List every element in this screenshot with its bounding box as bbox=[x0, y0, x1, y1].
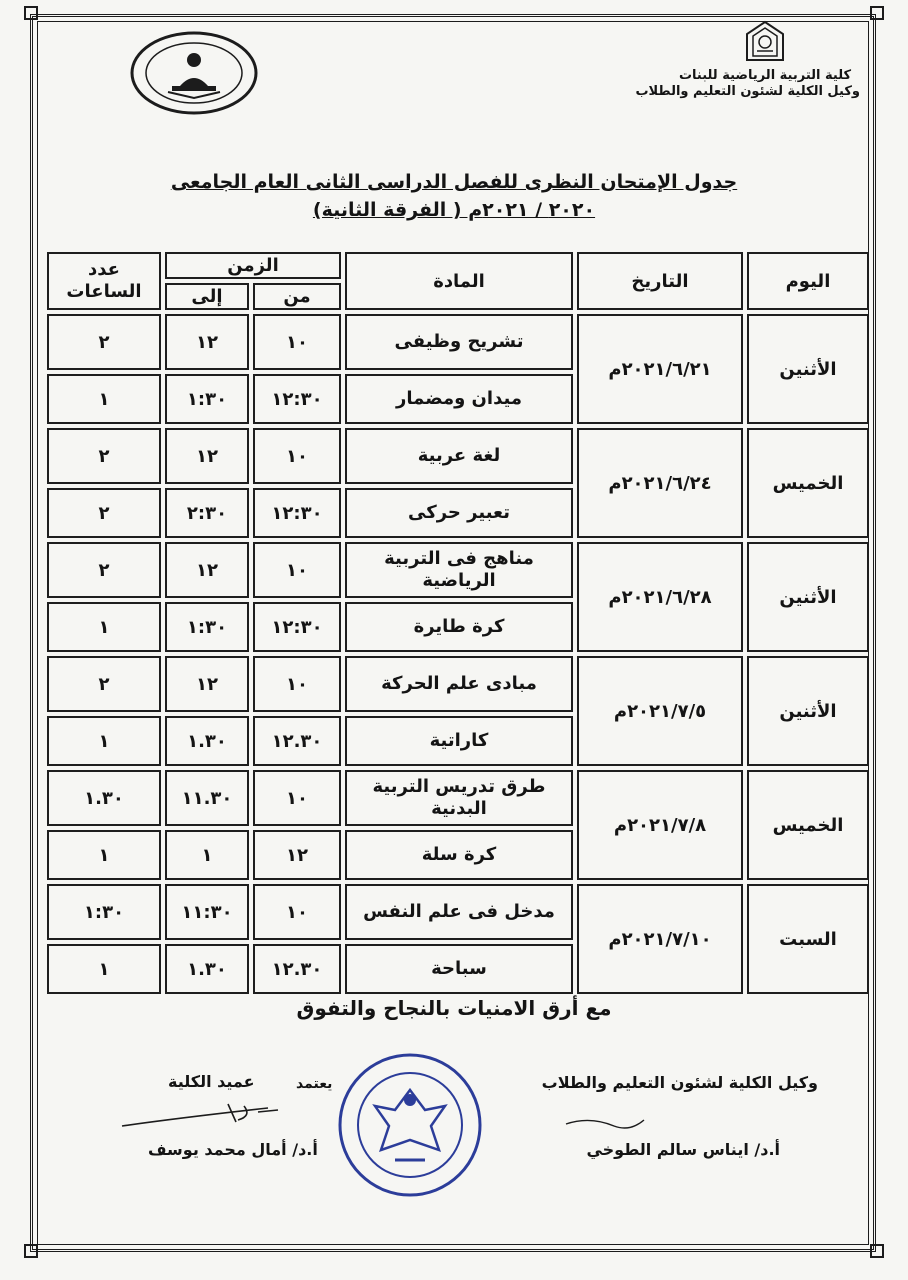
cell-from: ١٠ bbox=[253, 542, 341, 598]
cell-day: الخميس bbox=[747, 428, 869, 538]
schedule-body bbox=[47, 314, 869, 994]
cell-to: ١٢ bbox=[165, 428, 249, 484]
cell-hours: ٢ bbox=[47, 428, 161, 484]
cell-day: الخميس bbox=[747, 770, 869, 880]
cell-from: ١٠ bbox=[253, 770, 341, 826]
table-row bbox=[47, 374, 869, 424]
cell-date: ٢٠٢١/٦/٢٤م bbox=[577, 428, 743, 538]
cell-from: ١٢ bbox=[253, 830, 341, 880]
dean-name: أ.د/ أمال محمد يوسف bbox=[148, 1140, 318, 1159]
cell-hours: ٢ bbox=[47, 488, 161, 538]
cell-subject: لغة عربية bbox=[345, 428, 573, 484]
cell-to: ١.٣٠ bbox=[165, 716, 249, 766]
cell-from: ١٢:٣٠ bbox=[253, 374, 341, 424]
cell-to: ١٢ bbox=[165, 542, 249, 598]
cell-date: ٢٠٢١/٧/٨م bbox=[577, 770, 743, 880]
vice-dean-title: وكيل الكلية لشئون التعليم والطلاب bbox=[541, 1073, 818, 1092]
header-date: التاريخ bbox=[577, 252, 743, 310]
cell-date: ٢٠٢١/٧/٥م bbox=[577, 656, 743, 766]
table-row bbox=[47, 944, 869, 994]
cell-date: ٢٠٢١/٦/٢٨م bbox=[577, 542, 743, 652]
cell-day: الأثنين bbox=[747, 656, 869, 766]
cell-subject: تعبير حركى bbox=[345, 488, 573, 538]
vice-dean-name: أ.د/ ايناس سالم الطوخي bbox=[586, 1140, 780, 1159]
cell-subject: ميدان ومضمار bbox=[345, 374, 573, 424]
cell-hours: ١ bbox=[47, 716, 161, 766]
cell-hours: ١ bbox=[47, 374, 161, 424]
header-day: اليوم bbox=[747, 252, 869, 310]
cell-subject: سباحة bbox=[345, 944, 573, 994]
cell-hours: ٢ bbox=[47, 656, 161, 712]
cell-to: ١ bbox=[165, 830, 249, 880]
vice-dean-signature-icon bbox=[560, 1112, 650, 1136]
table-row bbox=[47, 488, 869, 538]
cell-day: الأثنين bbox=[747, 314, 869, 424]
cell-subject: مناهج فى التربية الرياضية bbox=[345, 542, 573, 598]
cell-hours: ١ bbox=[47, 944, 161, 994]
cell-to: ١١:٣٠ bbox=[165, 884, 249, 940]
table-row bbox=[47, 884, 869, 940]
cell-subject: كاراتية bbox=[345, 716, 573, 766]
cell-from: ١٢:٣٠ bbox=[253, 488, 341, 538]
title-text-1: جدول الإمتحان النظرى للفصل الدراسى الثانى العام الجامعى bbox=[170, 171, 738, 193]
cell-from: ١٠ bbox=[253, 428, 341, 484]
table-row bbox=[47, 770, 869, 826]
border-corner bbox=[24, 6, 38, 20]
cell-subject: مدخل فى علم النفس bbox=[345, 884, 573, 940]
cell-to: ٢:٣٠ bbox=[165, 488, 249, 538]
dean-signature-icon bbox=[118, 1098, 288, 1132]
cell-to: ١٢ bbox=[165, 314, 249, 370]
cell-from: ١٠ bbox=[253, 884, 341, 940]
vice-dean-office: وكيل الكلية لشئون التعليم والطلاب bbox=[635, 84, 860, 99]
student-affairs-logo-icon bbox=[128, 30, 260, 116]
cell-subject: كرة سلة bbox=[345, 830, 573, 880]
cell-to: ١١.٣٠ bbox=[165, 770, 249, 826]
cell-subject: طرق تدريس التربية البدنية bbox=[345, 770, 573, 826]
cell-hours: ١ bbox=[47, 602, 161, 652]
cell-date: ٢٠٢١/٧/١٠م bbox=[577, 884, 743, 994]
cell-subject: كرة طايرة bbox=[345, 602, 573, 652]
dean-title: عميد الكلية bbox=[168, 1072, 255, 1091]
faculty-name: كلية التربية الرياضية للبنات bbox=[678, 68, 852, 83]
cell-from: ١٢.٣٠ bbox=[253, 716, 341, 766]
cell-day: الأثنين bbox=[747, 542, 869, 652]
cell-subject: مبادى علم الحركة bbox=[345, 656, 573, 712]
cell-day: السبت bbox=[747, 884, 869, 994]
cell-date: ٢٠٢١/٦/٢١م bbox=[577, 314, 743, 424]
cell-to: ١:٣٠ bbox=[165, 374, 249, 424]
cell-hours: ١.٣٠ bbox=[47, 770, 161, 826]
cell-from: ١٢:٣٠ bbox=[253, 602, 341, 652]
header-from: من bbox=[253, 283, 341, 310]
table-row bbox=[47, 314, 869, 370]
header-subject: المادة bbox=[345, 252, 573, 310]
header-hours: عدد الساعات bbox=[47, 252, 161, 310]
border-corner bbox=[870, 6, 884, 20]
table-row bbox=[47, 716, 869, 766]
table-row bbox=[47, 542, 869, 598]
border-corner bbox=[24, 1244, 38, 1258]
cell-from: ١٢.٣٠ bbox=[253, 944, 341, 994]
header-time: الزمن bbox=[165, 252, 341, 279]
cell-from: ١٠ bbox=[253, 314, 341, 370]
table-row bbox=[47, 830, 869, 880]
cell-to: ١٢ bbox=[165, 656, 249, 712]
table-row bbox=[47, 602, 869, 652]
cell-to: ١:٣٠ bbox=[165, 602, 249, 652]
official-stamp-icon bbox=[335, 1050, 485, 1200]
cell-hours: ٢ bbox=[47, 314, 161, 370]
document-title-line1 bbox=[100, 170, 808, 194]
table-row bbox=[47, 656, 869, 712]
closing-wishes: مع أرق الامنيات بالنجاح والتفوق bbox=[296, 996, 612, 1020]
cell-from: ١٠ bbox=[253, 656, 341, 712]
header-to: إلى bbox=[165, 283, 249, 310]
title-text-2: ٢٠٢٠ / ٢٠٢١م ( الفرقة الثانية) bbox=[312, 199, 596, 221]
exam-schedule-table bbox=[43, 248, 873, 998]
cell-hours: ١ bbox=[47, 830, 161, 880]
cell-hours: ٢ bbox=[47, 542, 161, 598]
university-crest-icon bbox=[743, 20, 787, 64]
border-corner bbox=[870, 1244, 884, 1258]
cell-to: ١.٣٠ bbox=[165, 944, 249, 994]
faculty-header bbox=[635, 20, 860, 100]
table-row bbox=[47, 428, 869, 484]
approve-label: يعتمد bbox=[296, 1076, 333, 1092]
document-title-line2 bbox=[100, 198, 808, 222]
cell-subject: تشريح وظيفى bbox=[345, 314, 573, 370]
cell-hours: ١:٣٠ bbox=[47, 884, 161, 940]
